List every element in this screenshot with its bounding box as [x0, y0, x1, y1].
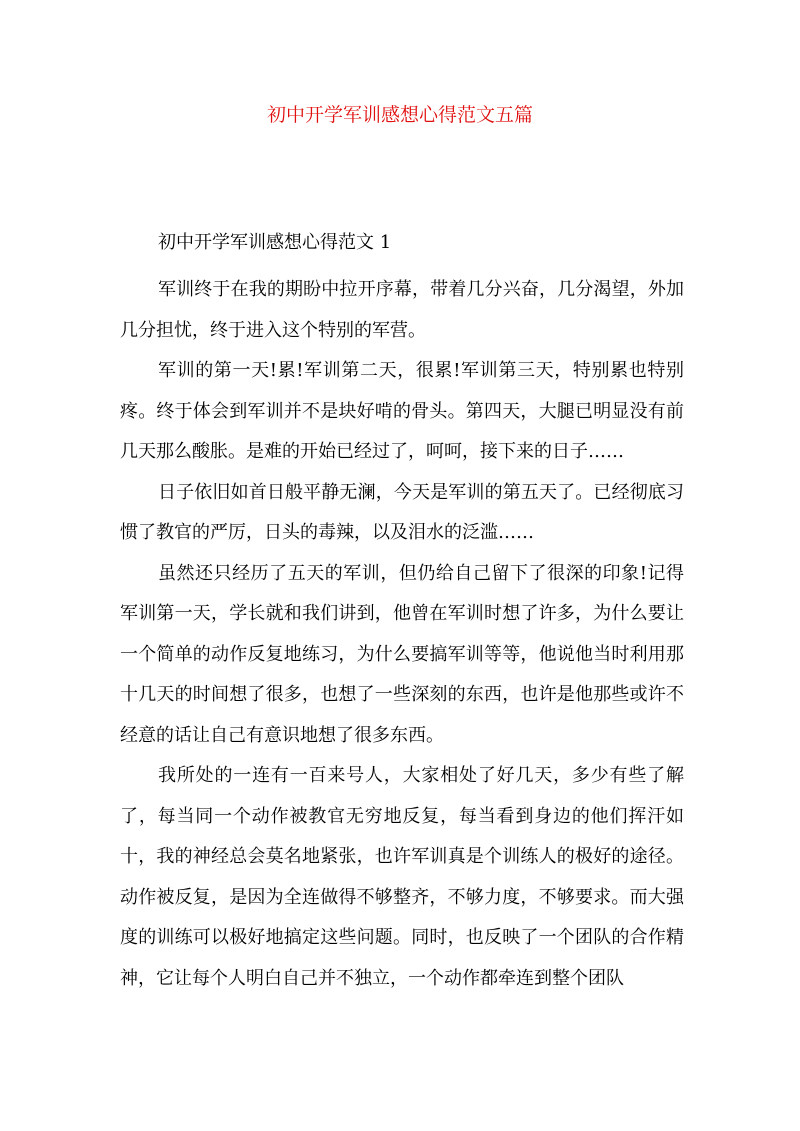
paragraph: 军训终于在我的期盼中拉开序幕，带着几分兴奋，几分渴望，外加几分担忧，终于进入这个特别的军营。 — [120, 279, 684, 341]
paragraph: 军训的第一天!累!军训第二天，很累!军训第三天，特别累也特别疼。终于体会到军训并不是块好啃的骨头。第四天，大腿已明显没有前几天那么酸胀。是难的开始已经过了，呵呵，接下来的日子…… — [120, 360, 684, 462]
body-text — [120, 270, 684, 999]
paragraph: 我所处的一连有一百来号人，大家相处了好几天，多少有些了解了，每当同一个动作被教官无穷地反复，每当看到身边的他们挥汗如十，我的神经总会莫名地紧张，也许军训真是个训练人的极好的途径。动作被反复，是因为全连做得不够整齐，不够力度，不够要求。而大强度的训练可以极好地搞定这些问题。同时，也反映了一个团队的合作精神，它让每个人明白自己并不独立，一个动作都牵连到整个团队 — [120, 765, 684, 989]
section-heading: 初中开学军训感想心得范文 1 — [158, 232, 392, 253]
paragraph: 虽然还只经历了五天的军训，但仍给自己留下了很深的印象!记得军训第一天，学长就和我们讲到，他曾在军训时想了许多，为什么要让一个简单的动作反复地练习，为什么要搞军训等等，他说他当时利用那十几天的时间想了很多，也想了一些深刻的东西，也许是他那些或许不经意的话让自己有意识地想了很多东西。 — [120, 562, 684, 746]
document-title: 初中开学军训感想心得范文五篇 — [266, 104, 533, 126]
paragraph: 日子依旧如首日般平静无澜，今天是军训的第五天了。已经彻底习惯了教官的严厉，日头的毒辣，以及泪水的泛滥…… — [120, 481, 684, 543]
